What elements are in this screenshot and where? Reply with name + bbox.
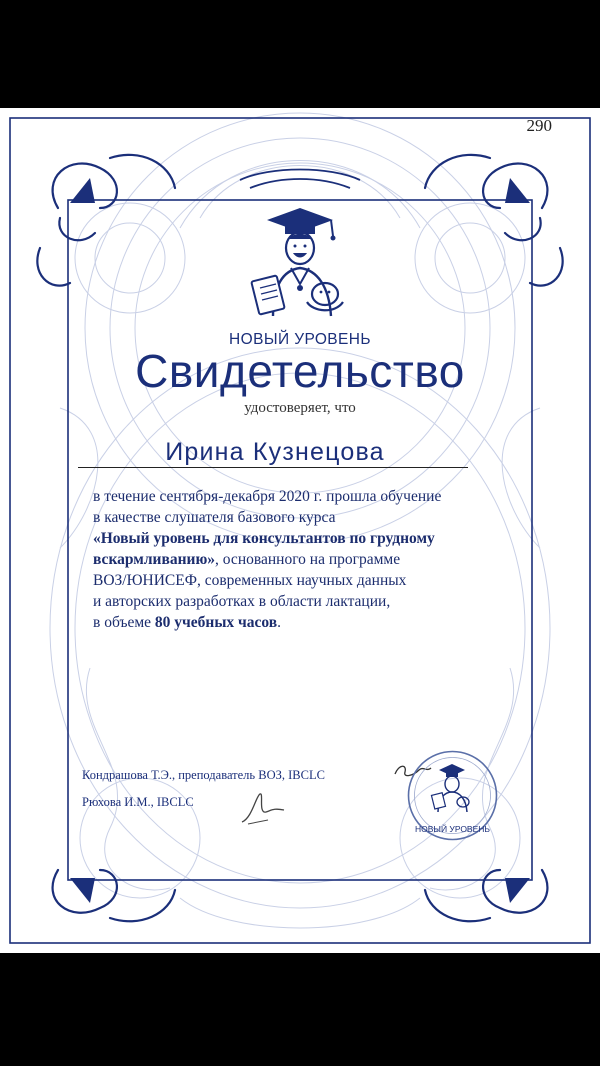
- body-fragment: , основанного на программе: [215, 551, 401, 568]
- graduate-mother-logo-icon: [245, 206, 355, 318]
- body-line-course-end: [93, 549, 533, 570]
- body-line: в течение сентября-декабря 2020 г. прошла обучение: [93, 488, 442, 505]
- stamp-text: НОВЫЙ УРОВЕНЬ: [415, 824, 490, 834]
- recipient-name: Ирина Кузнецова: [165, 438, 385, 466]
- certificate-title: Свидетельство: [135, 345, 465, 397]
- course-name-part2: вскармливанию»: [93, 551, 216, 568]
- signer-ryukhova: Рюхова И.М., IBCLC: [82, 795, 194, 809]
- certificate-body: [93, 486, 533, 633]
- body-line: в качестве слушателя базового курса: [93, 509, 336, 526]
- course-name-part1: «Новый уровень для консультантов по грудному: [93, 530, 435, 547]
- hours-value: 80 учебных часов: [154, 614, 278, 631]
- name-underline: [78, 467, 468, 468]
- signer-kondrashova: Кондрашова Т.Э., преподаватель ВОЗ, IBCLC: [82, 768, 325, 782]
- body-line-hours: [93, 612, 533, 633]
- body-line: ВОЗ/ЮНИСЕФ, современных научных данных: [93, 572, 407, 589]
- certificate-page: [0, 108, 600, 953]
- body-fragment: в объеме: [93, 614, 155, 631]
- body-fragment: .: [277, 614, 282, 631]
- brand-name: НОВЫЙ УРОВЕНЬ: [229, 331, 371, 348]
- certifies-text: удостоверяет, что: [244, 400, 356, 416]
- body-line: и авторских разработках в области лактации,: [93, 593, 391, 610]
- signature-2-icon: [238, 788, 288, 828]
- page-number: 290: [526, 116, 552, 135]
- body-line-course: [93, 528, 533, 549]
